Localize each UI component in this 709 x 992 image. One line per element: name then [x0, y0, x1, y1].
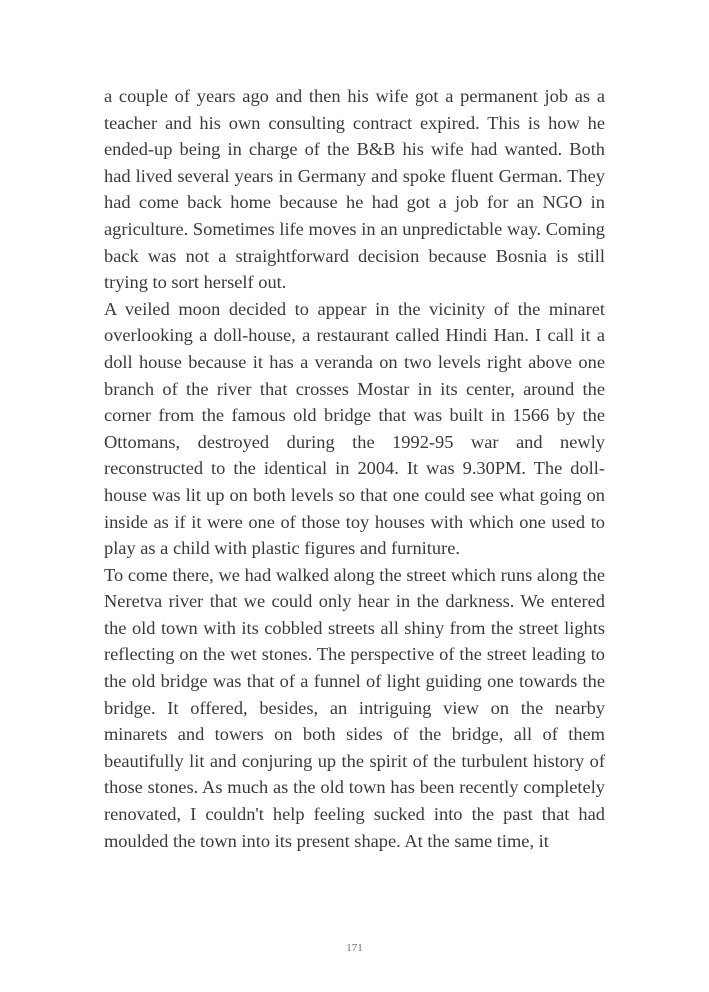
page-number: 171 — [346, 942, 363, 954]
paragraph-2: A veiled moon decided to appear in the vicinity of the minaret overlooking a doll-house, a restaurant called Hindi Han. I call it a doll house because it has a veranda on two levels right above one branch of the river that crosses Mostar in its center, around the corner from the famous old bridge that was built in 1566 by the Ottomans, destroyed during the 1992-95 war and newly reconstructed to the identical in 2004. It was 9.30PM. The doll-house was lit up on both levels so that one could see what going on inside as if it were one of those toy houses with which one used to play as a child with plastic figures and furniture. — [104, 298, 605, 559]
paragraph-3: To come there, we had walked along the street which runs along the Neretva river that we could only hear in the darkness. We entered the old town with its cobbled streets all shiny from the street lights reflecting on the wet stones. The perspective of the street leading to the old bridge was that of a funnel of light guiding one towards the bridge. It offered, besides, an intriguing view on the nearby minarets and towers on both sides of the bridge, all of them beautifully lit and conjuring up the spirit of the turbulent history of those stones. As much as the old town has been recently completely renovated, I couldn't help feeling sucked into the past that had moulded the town into its present shape. At the same time, it — [104, 564, 605, 851]
page-body — [104, 83, 605, 854]
paragraph-1: a couple of years ago and then his wife got a permanent job as a teacher and his own consulting contract expired. This is how he ended-up being in charge of the B&B his wife had wanted. Both had lived several years in Germany and spoke fluent German. They had come back home because he had got a job for an NGO in agriculture. Sometimes life moves in an unpredictable way. Coming back was not a straightforward decision because Bosnia is still trying to sort herself out. — [104, 86, 605, 293]
